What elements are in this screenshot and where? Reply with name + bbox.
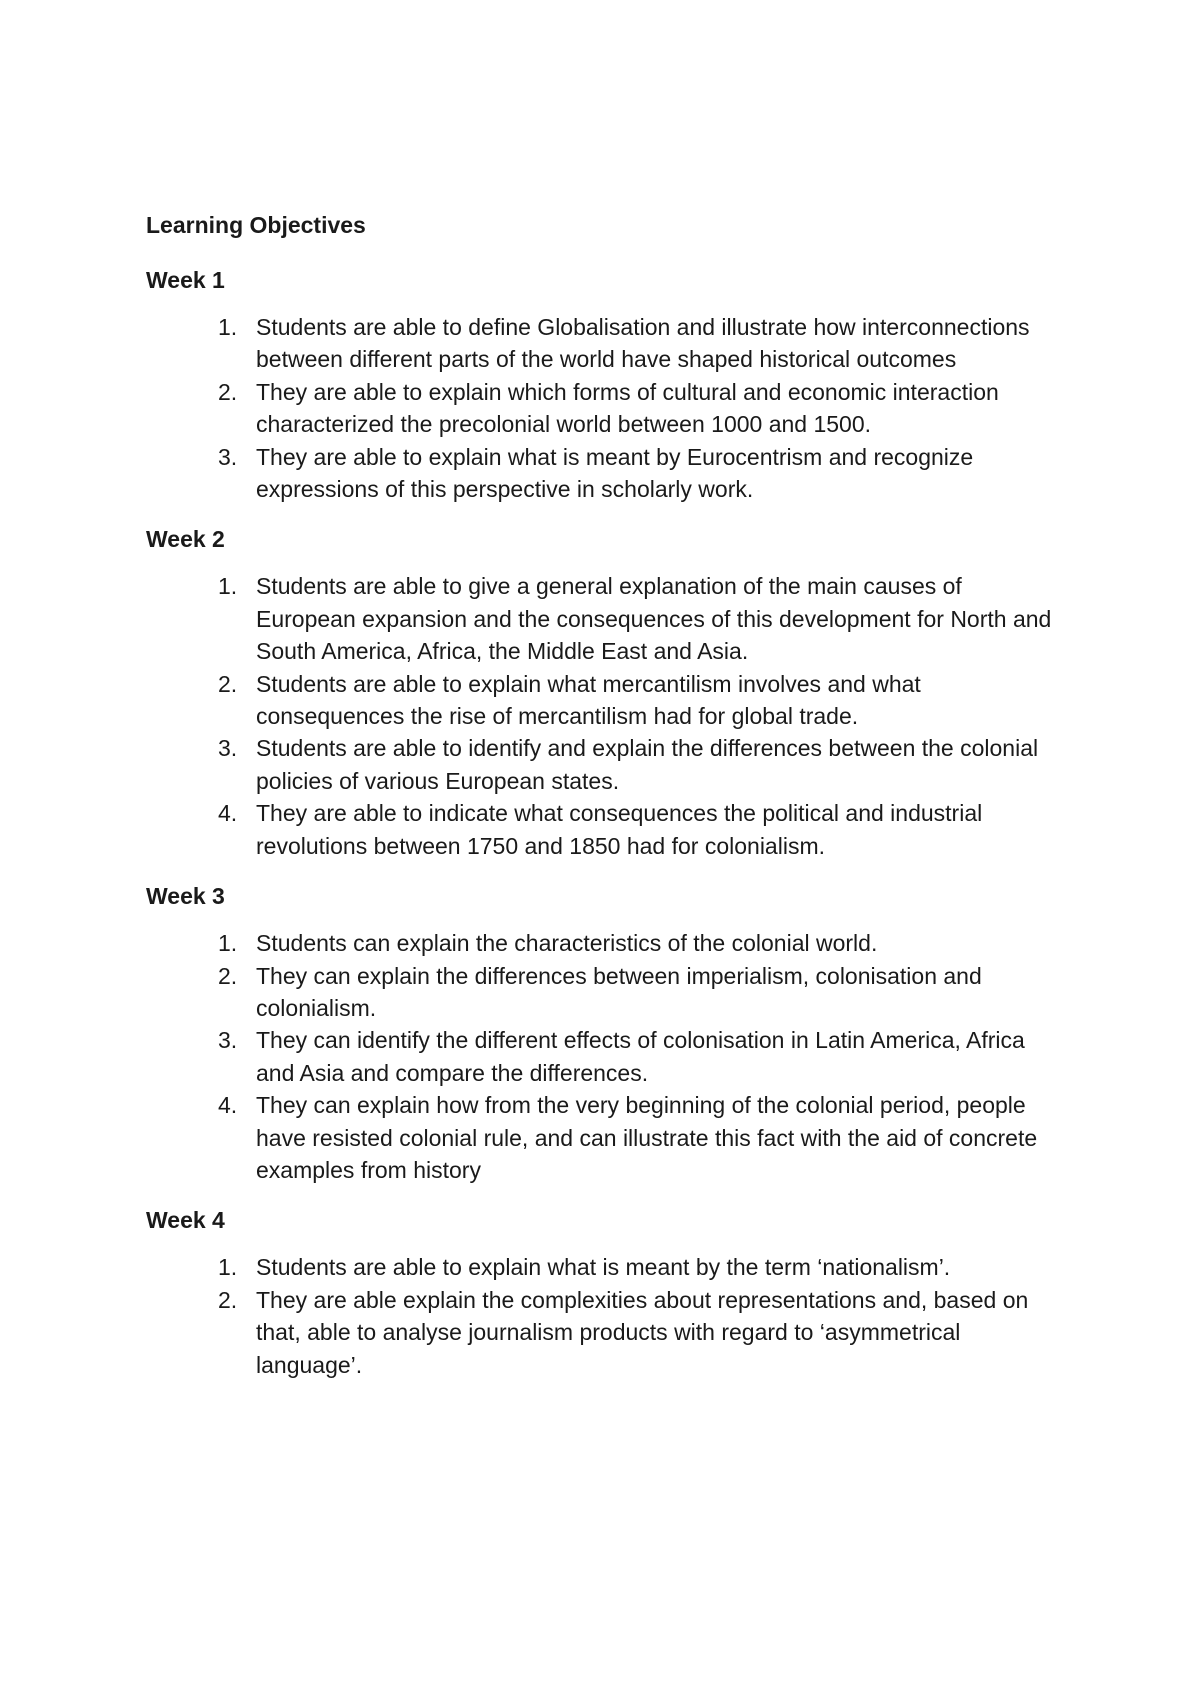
page-title: Learning Objectives [146, 212, 366, 238]
list-item [146, 797, 1066, 862]
document-content [146, 210, 1066, 1400]
item-number: 1. [218, 573, 238, 600]
item-text: Students are able to give a general explanation of the main causes of European expansion and the consequences of this development for North and South America, Africa, the Middle East and Asia. [256, 573, 1052, 665]
list-item [146, 732, 1066, 797]
item-text: Students can explain the characteristics of the colonial world. [256, 930, 878, 957]
item-text: They can explain how from the very beginning of the colonial period, people have resisted colonial rule, and can illustrate this fact with the aid of concrete examples from history [256, 1092, 1038, 1183]
objectives-list [146, 1251, 1066, 1381]
item-text: Students are able to explain what is meant by the term ‘nationalism’. [256, 1254, 951, 1281]
week-heading: Week 3 [146, 883, 225, 910]
list-item [146, 1284, 1066, 1381]
item-number: 2. [218, 378, 238, 405]
item-text: They are able to explain which forms of cultural and economic interaction characterized the precolonial world between 1000 and 1500. [256, 378, 999, 438]
objectives-list [146, 927, 1066, 1186]
item-number: 3. [218, 443, 238, 470]
item-text: They can explain the differences between imperialism, colonisation and colonialism. [256, 962, 982, 1021]
week-section-1 [146, 265, 1066, 505]
list-item [146, 441, 1066, 506]
list-item [146, 570, 1066, 667]
item-text: Students are able to define Globalisation and illustrate how interconnections between different parts of the world have shaped historical outcomes [256, 314, 1030, 373]
objectives-list [146, 570, 1066, 862]
item-text: They are able to indicate what consequences the political and industrial revolutions between 1750 and 1850 had for colonialism. [256, 800, 983, 859]
week-heading: Week 1 [146, 267, 225, 293]
list-item [146, 927, 1066, 959]
list-item [146, 1024, 1066, 1089]
item-text: They can identify the different effects of colonisation in Latin America, Africa and Asia and compare the differences. [256, 1027, 1025, 1086]
week-section-4 [146, 1205, 1066, 1381]
week-section-2 [146, 524, 1066, 862]
item-text: They are able to explain what is meant by Eurocentrism and recognize expressions of this perspective in scholarly work. [256, 443, 974, 503]
item-number: 2. [218, 962, 238, 989]
item-text: Students are able to explain what mercantilism involves and what consequences the rise of mercantilism had for global trade. [256, 670, 921, 730]
item-number: 4. [218, 1092, 238, 1119]
item-number: 3. [218, 1027, 238, 1054]
item-number: 2. [218, 1286, 238, 1313]
item-text: They are able explain the complexities about representations and, based on that, able to analyse journalism products with regard to ‘asymmetrical language’. [256, 1286, 1029, 1378]
item-number: 1. [218, 314, 238, 340]
item-number: 4. [218, 800, 238, 827]
item-number: 3. [218, 735, 238, 762]
item-number: 1. [218, 1254, 238, 1281]
week-heading: Week 2 [146, 526, 225, 553]
item-number: 2. [218, 670, 238, 697]
week-section-3 [146, 881, 1066, 1186]
list-item [146, 1251, 1066, 1283]
week-heading: Week 4 [146, 1207, 225, 1234]
list-item [146, 960, 1066, 1025]
list-item [146, 311, 1066, 376]
list-item [146, 1089, 1066, 1186]
item-number: 1. [218, 930, 238, 957]
list-item [146, 376, 1066, 441]
item-text: Students are able to identify and explain the differences between the colonial policies of various European states. [256, 735, 1039, 794]
list-item [146, 668, 1066, 733]
objectives-list [146, 311, 1066, 505]
